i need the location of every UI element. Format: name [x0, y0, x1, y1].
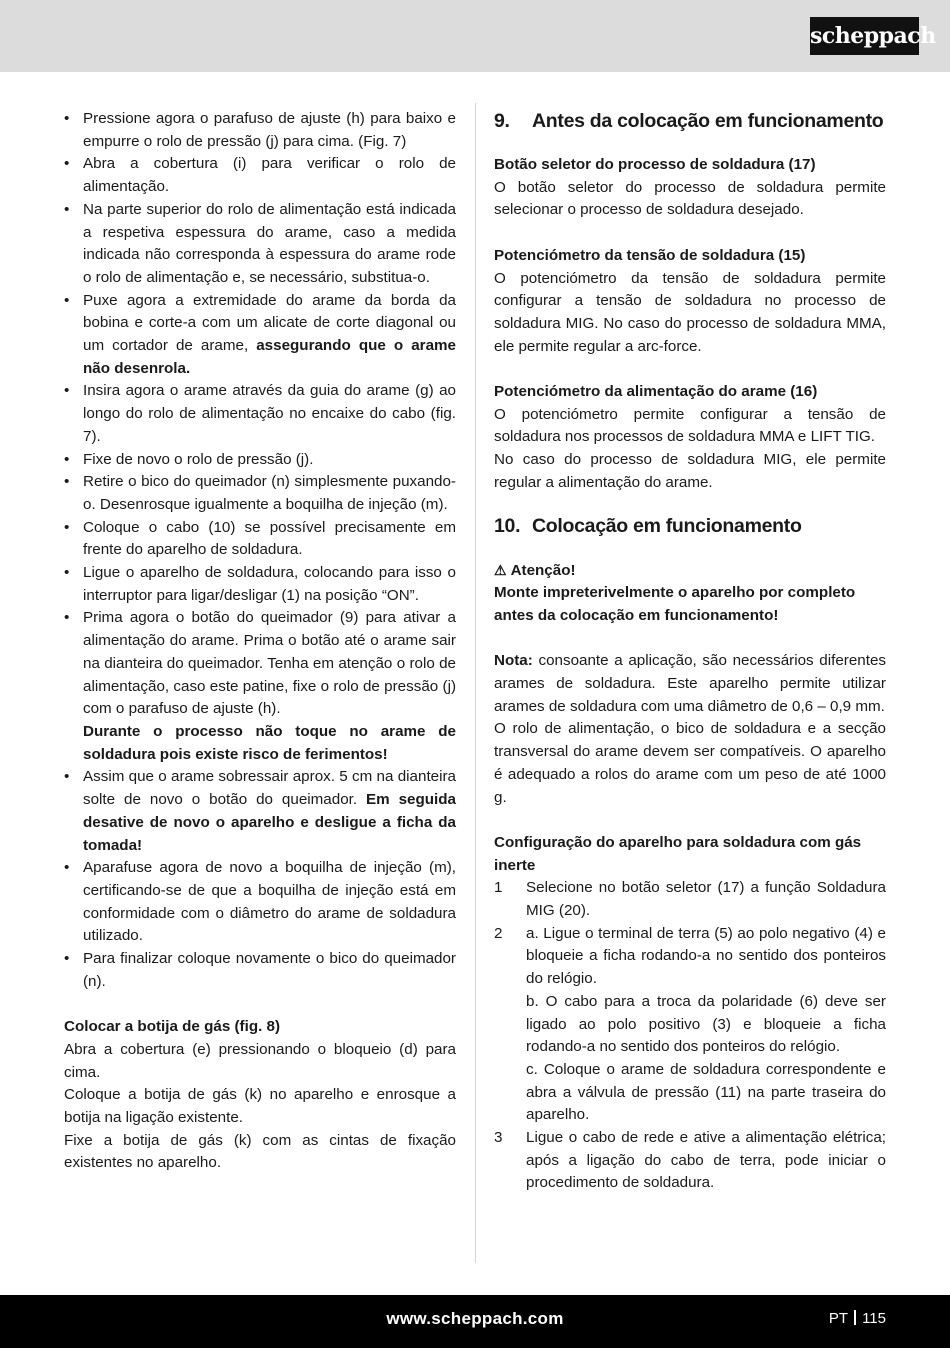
list-item: • Na parte superior do rolo de alimentação está indicada a respetiva espessura do arame, caso a medida indicada não corresponda à espessura do arame rode o rolo de alimentação e, se necessário, substitua-o.: [64, 199, 456, 290]
instruction-list: [64, 108, 456, 993]
gas-paragraph: Abra a cobertura (e) pressionando o bloqueio (d) para cima.: [64, 1040, 456, 1081]
selector-text: O botão seletor do processo de soldadura permite selecionar o processo de soldadura desejado.: [494, 178, 886, 219]
list-item: • Puxe agora a extremidade do arame da borda da bobina e corte-a com um alicate de corte diagonal ou um cortador de arame, assegurando que o arame não desenrola.: [64, 290, 456, 381]
warning-triangle-icon: ⚠: [494, 561, 507, 578]
list-item: • Retire o bico do queimador (n) simplesmente puxando-o. Desenrosque igualmente a boquilha de injeção (m).: [64, 471, 456, 516]
config-steps: [494, 877, 886, 1195]
danger-note: Durante o processo não toque no arame de soldadura pois existe risco de ferimentos!: [83, 722, 456, 763]
list-item: • Ligue o aparelho de soldadura, colocando para isso o interruptor para ligar/desligar (1) na posição “ON”.: [64, 562, 456, 607]
selector-heading: Botão seletor do processo de soldadura (17): [494, 156, 816, 173]
voltage-text: O potenciómetro da tensão de soldadura permite configurar a tensão de soldadura no processo de soldadura MIG. No caso do processo de soldadura MMA, ele permite regular a arc-force.: [494, 269, 886, 355]
list-item: • Prima agora o botão do queimador (9) para ativar a alimentação do arame. Prima o botão até o arame sair na dianteira do queimador. Tenha em atenção o rolo de alimentação, caso este patine, fixe o rolo de pressão (j) com o parafuso de ajuste (h). Durante o processo não toque no arame de soldadura pois existe risco de ferimentos!: [64, 607, 456, 766]
column-divider: [475, 103, 476, 1263]
scheppach-logo: scheppach: [810, 17, 919, 55]
list-item: • Para finalizar coloque novamente o bico do queimador (n).: [64, 948, 456, 993]
wire-feed-heading: Potenciómetro da alimentação do arame (16): [494, 383, 818, 400]
wire-feed-text: O potenciómetro permite configurar a tensão de soldadura nos processos de soldadura MMA e LIFT TIG.: [494, 405, 886, 446]
page-footer: [0, 1295, 950, 1348]
list-item: • Pressione agora o parafuso de ajuste (h) para baixo e empurre o rolo de pressão (j) para cima. (Fig. 7): [64, 108, 456, 153]
section-9-title: 9. Antes da colocação em funcionamento: [494, 110, 884, 132]
section-10-title: 10. Colocação em funcionamento: [494, 514, 802, 537]
wire-feed-text-2: No caso do processo de soldadura MIG, ele permite regular a alimentação do arame.: [494, 451, 886, 491]
left-column: [64, 108, 456, 1175]
right-column: [494, 108, 886, 1195]
config-heading: Configuração do aparelho para soldadura com gás inerte: [494, 833, 862, 874]
warning-text: Monte impreterivelmente o aparelho por completo antes da colocação em funcionamento!: [494, 584, 856, 624]
warning-title: ⚠ Atenção!: [494, 559, 886, 583]
list-item: • Insira agora o arame através da guia do arame (g) ao longo do rolo de alimentação no encaixe do cabo (fig. 7).: [64, 380, 456, 448]
list-item: • Coloque o cabo (10) se possível precisamente em frente do aparelho de soldadura.: [64, 517, 456, 562]
list-item: • Aparafuse agora de novo a boquilha de injeção (m), certificando-se de que a boquilha de injeção está em conformidade com o diâmetro do arame de soldadura utilizado.: [64, 857, 456, 948]
page-number: PT 115: [828, 1310, 886, 1327]
website-url: www.scheppach.com: [386, 1309, 564, 1328]
voltage-heading: Potenciómetro da tensão de soldadura (15): [494, 246, 806, 264]
gas-heading: Colocar a botija de gás (fig. 8): [64, 1018, 281, 1036]
list-item: • Abra a cobertura (i) para verificar o rolo de alimentação.: [64, 153, 456, 198]
list-item: 3 Ligue o cabo de rede e ative a alimentação elétrica; após a ligação do cabo de terra, pode iniciar o procedimento de soldadura.: [494, 1129, 886, 1192]
note-paragraph: Nota: consoante a aplicação, são necessários diferentes arames de soldadura. Este aparelho permite utilizar arames de soldadura com uma diâmetro de 0,6 – 0,9 mm.: [494, 652, 886, 715]
note-paragraph-2: O rolo de alimentação, o bico de soldadura e a secção transversal do arame devem ser compatíveis. O aparelho é adequado a rolos do arame com um peso de até 1000 g.: [494, 720, 886, 806]
gas-paragraph: Fixe a botija de gás (k) com as cintas de fixação existentes no aparelho.: [64, 1131, 456, 1172]
page-header: [0, 0, 950, 72]
list-item: • Fixe de novo o rolo de pressão (j).: [64, 449, 456, 472]
list-item: • Assim que o arame sobressair aprox. 5 cm na dianteira solte de novo o botão do queimador. Em seguida desative de novo o aparelho e desligue a ficha da tomada!: [64, 766, 456, 857]
list-item: 1 Selecione no botão seletor (17) a função Soldadura MIG (20).: [494, 879, 886, 920]
gas-paragraph: Coloque a botija de gás (k) no aparelho e enrosque a botija na ligação existente.: [64, 1086, 456, 1126]
list-item: 2 a. Ligue o terminal de terra (5) ao polo negativo (4) e bloqueie a ficha rodando-a no sentido dos ponteiros do relógio. b. O cabo para a troca da polaridade (6) deve ser ligado ao polo positivo (3) e bloqueie a ficha rodando-a no sentido dos ponteiros do relógio. c. Coloque o arame de soldadura correspondente e abra a válvula de pressão (11) na parte traseira do aparelho.: [494, 924, 886, 1124]
